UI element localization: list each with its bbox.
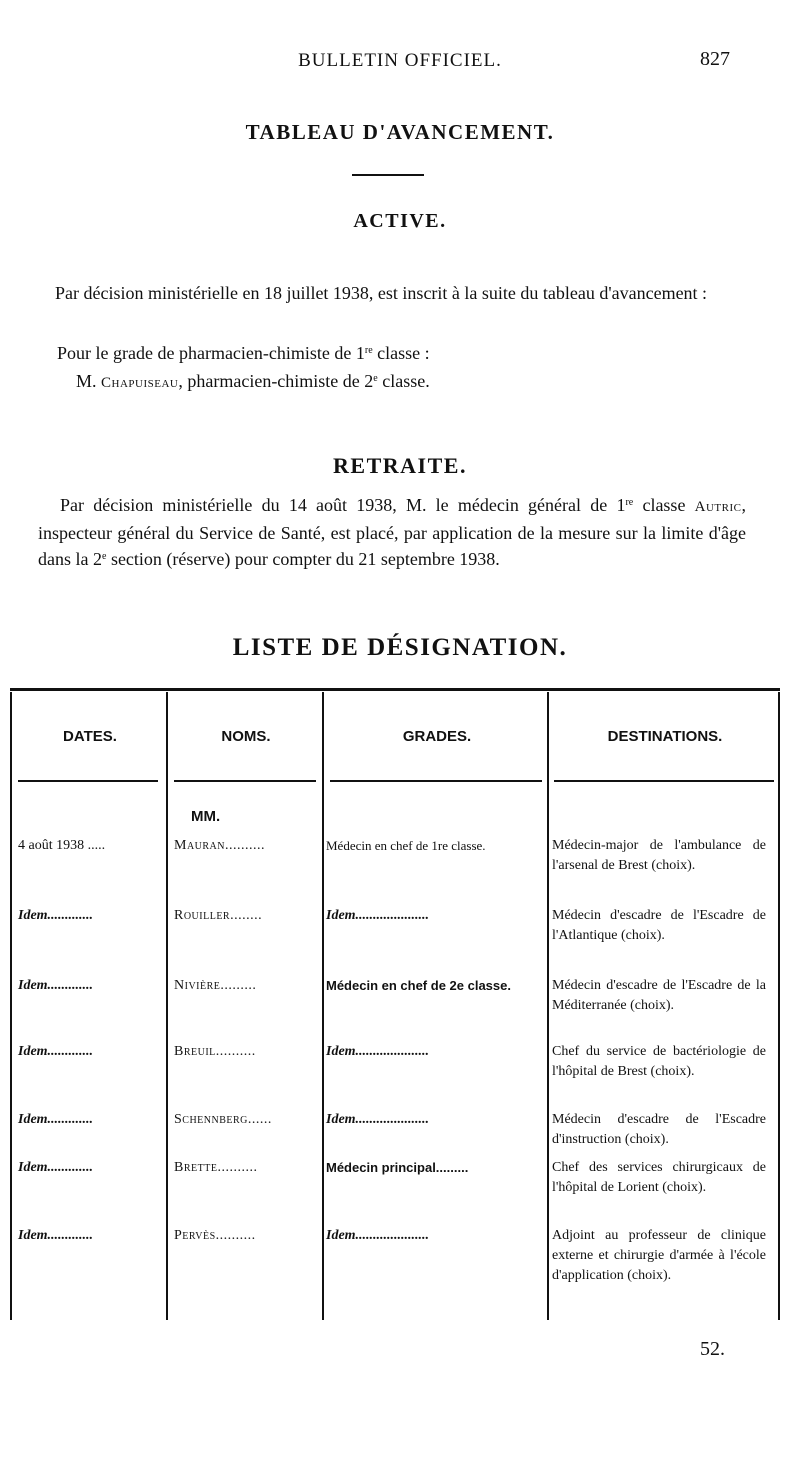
column-header-grades: GRADES. [402,728,472,745]
retraite-paragraph [38,492,746,572]
retraite-text-b: classe [633,495,695,515]
row-1-nom: Mauran.......... [174,838,266,853]
active-paragraph-3 [76,368,736,396]
column-header-noms: NOMS. [221,728,271,745]
column-divider-2 [322,692,324,1320]
table-left-border [10,692,12,1320]
active-paragraph-1-text: Par décision ministérielle en 18 juillet 1938, est inscrit à la suite du tableau d'avancement : [55,283,708,303]
page-number-bottom: 52. [700,1338,725,1360]
header-rule-destinations [554,780,774,782]
grade-line-end: classe : [372,343,430,363]
header-rule-grades [330,780,542,782]
retraite-sup-2: e [101,551,107,562]
row-2-destination: Médecin d'escadre de l'Escadre de l'Atlantique (choix). [552,908,766,943]
grade-line-text: Pour le grade de pharmacien-chimiste de 1 [57,343,365,363]
table-right-border [778,692,780,1320]
person-name-autric: Autric [694,499,742,515]
retraite-sup-1: re [625,497,634,508]
row-4-date: Idem............. [18,1044,94,1059]
column-header-dates: DATES. [63,728,117,745]
row-4-nom: Breuil.......... [174,1044,256,1059]
row-5-date: Idem............. [18,1112,94,1127]
table-top-border [10,688,780,691]
row-6-nom: Brette.......... [174,1160,258,1175]
row-7-nom: Pervès.......... [174,1228,256,1243]
row-3-nom: Nivière......... [174,978,257,993]
row-3-destination: Médecin d'escadre de l'Escadre de la Méditerranée (choix). [552,978,766,1013]
column-header-destinations: DESTINATIONS. [607,728,723,745]
class-sup: e [373,373,378,384]
bulletin-header-title: BULLETIN OFFICIEL. [298,50,502,71]
row-5-grade: Idem..................... [326,1112,430,1127]
person-name-chapuiseau: Chapuiseau [101,375,179,391]
row-4-destination: Chef du service de bactériologie de l'hôpital de Brest (choix). [552,1044,766,1079]
grade-sup: re [364,345,373,356]
retraite-text-d: section (réserve) pour compter du 21 septembre 1938. [106,549,500,569]
row-2-grade: Idem..................... [326,908,430,923]
page-number-top: 827 [700,48,730,70]
liste-title: LISTE DE DÉSIGNATION. [232,634,568,661]
column-divider-3 [547,692,549,1320]
row-1-grade: Médecin en chef de 1re classe. [326,838,486,853]
row-2-nom: Rouiller........ [174,908,263,923]
retraite-text-c: , inspecteur général du Service de Santé, est placé, par application de la mesure sur la limite d'âge dans la 2 [38,495,746,569]
retraite-text-a: Par décision ministérielle du 14 août 1938, M. le médecin général de 1 [60,495,626,515]
tableau-title: TABLEAU D'AVANCEMENT. [245,120,555,144]
row-6-destination: Chef des services chirurgicaux de l'hôpital de Lorient (choix). [552,1160,766,1195]
header-rule-noms [174,780,316,782]
row-1-destination: Médecin-major de l'ambulance de l'arsenal de Brest (choix). [552,838,766,873]
title-divider [352,174,424,176]
column-divider-1 [166,692,168,1320]
row-7-grade: Idem..................... [326,1228,430,1243]
pharmacien-end: classe. [377,371,430,391]
row-5-nom: Schennberg...... [174,1112,272,1127]
row-1-date: 4 août 1938 ..... [18,838,106,853]
row-3-date: Idem............. [18,978,94,993]
retraite-title: RETRAITE. [333,453,467,478]
messieurs-label: MM. [191,808,221,825]
active-title: ACTIVE. [353,210,447,232]
row-7-destination: Adjoint au professeur de clinique externe et chirurgie d'armée à l'école d'application (choix). [552,1228,766,1283]
row-6-date: Idem............. [18,1160,94,1175]
row-5-destination: Médecin d'escadre de l'Escadre d'instruction (choix). [552,1112,766,1147]
header-rule-dates [18,780,158,782]
row-4-grade: Idem..................... [326,1044,430,1059]
active-paragraph-1 [55,280,745,306]
row-3-grade: Médecin en chef de 2e classe. [326,978,511,993]
monsieur-prefix: M. [76,371,102,391]
active-paragraph-2 [55,340,747,366]
pharmacien-text: , pharmacien-chimiste de 2 [178,371,374,391]
row-2-date: Idem............. [18,908,94,923]
row-7-date: Idem............. [18,1228,94,1243]
row-6-grade: Médecin principal......... [326,1160,469,1175]
